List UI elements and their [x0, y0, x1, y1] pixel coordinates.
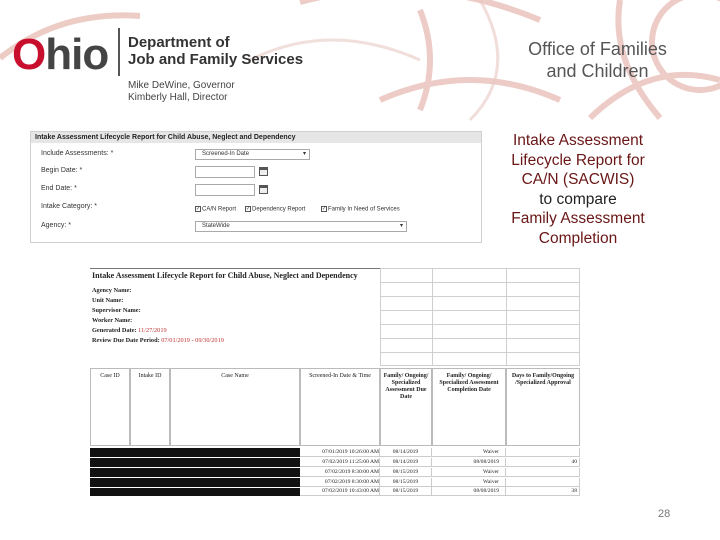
cell-due: 08/15/2019 [380, 487, 432, 496]
calendar-icon[interactable] [259, 167, 268, 176]
calendar-icon[interactable] [259, 185, 268, 194]
report-title: Intake Assessment Lifecycle Report for Child Abuse, Neglect and Dependency [92, 271, 358, 280]
begin-date-label: Begin Date: * [41, 167, 83, 174]
office-line-2: and Children [546, 61, 649, 81]
meta-agency: Agency Name: [92, 287, 132, 294]
office-line-1: Office of Families [528, 39, 667, 59]
slide-caption [488, 131, 668, 248]
meta-supervisor: Supervisor Name: [92, 307, 141, 314]
checked-icon: ✓ [322, 206, 327, 212]
cell-completion: Waiver [432, 468, 506, 477]
caption-line-5: Family Assessment [511, 210, 645, 227]
col-header-completion-date: Family/ Ongoing/ Specialized Assessment Completion Date [432, 368, 506, 446]
report-table [90, 368, 580, 496]
col-header-intake-id: Intake ID [130, 368, 170, 446]
cell-due: 08/15/2019 [380, 468, 432, 477]
cell-due: 08/14/2019 [380, 448, 432, 457]
report-output [90, 268, 582, 498]
ohio-logo: Ohio [12, 30, 109, 79]
form-title: Intake Assessment Lifecycle Report for Child Abuse, Neglect and Dependency [31, 132, 481, 143]
cell-screened: 07/02/2019 8:30:00 AM [300, 468, 380, 477]
meta-review-period: Review Due Date Period: 07/01/2019 - 09/30/2019 [92, 337, 224, 344]
cell-due: 08/15/2019 [380, 478, 432, 487]
col-header-days-to-approval: Days to Family/Ongoing /Specialized Approval [506, 368, 580, 446]
cell-screened: 07/01/2019 10:26:00 AM [300, 448, 380, 457]
redacted-row [90, 468, 300, 477]
include-select[interactable] [195, 149, 310, 160]
col-header-case-name: Case Name [170, 368, 300, 446]
agency-select-value: StateWide [202, 223, 230, 229]
redacted-row [90, 488, 300, 496]
meta-generated-date: Generated Date: 11/27/2019 [92, 327, 167, 334]
cell-due: 08/14/2019 [380, 458, 432, 467]
header-divider [118, 28, 120, 76]
office-name [510, 38, 685, 82]
cell-screened: 07/02/2019 8:30:00 AM [300, 478, 380, 487]
cell-days [506, 448, 580, 457]
cell-completion: 08/08/2019 [432, 487, 506, 496]
agency-label: Agency: * [41, 222, 71, 229]
chevron-down-icon: ▾ [399, 223, 403, 229]
cell-completion: 08/08/2019 [432, 458, 506, 467]
include-label: Include Assessments: * [41, 150, 114, 157]
page-number: 28 [658, 508, 671, 520]
chevron-down-icon: ▾ [302, 151, 306, 157]
intake-category-label: Intake Category: * [41, 203, 98, 210]
governor-name: Mike DeWine, Governor [128, 80, 235, 91]
caption-line-2: Lifecycle Report for [511, 151, 645, 169]
caption-line-6: Completion [538, 229, 618, 247]
checkbox-can-report[interactable]: ✓ CA/N Report [196, 206, 237, 213]
arc-9 [470, 0, 498, 120]
cell-days: 40 [506, 458, 580, 467]
checkbox-fins[interactable]: ✓ Family In Need of Services [322, 206, 400, 213]
redacted-row [90, 478, 300, 487]
report-gridlines [380, 268, 580, 366]
caption-line-3: CA/N (SACWIS) [521, 171, 635, 188]
dept-line-2: Job and Family Services [128, 51, 304, 68]
meta-worker: Worker Name: [92, 317, 133, 324]
cell-completion: Waiver [432, 478, 506, 487]
cell-screened: 07/02/2019 10:43:00 AM [300, 487, 380, 496]
cell-days [506, 468, 580, 477]
dept-line-1: Department of [128, 34, 230, 51]
col-header-due-date: Family/ Ongoing/ Specialized Assessment Due Date [380, 368, 432, 446]
cell-screened: 07/02/2019 11:25:00 AM [300, 458, 380, 467]
director-name: Kimberly Hall, Director [128, 92, 228, 103]
redacted-row [90, 458, 300, 467]
department-name [128, 34, 303, 68]
checked-icon: ✓ [246, 206, 251, 212]
col-header-screened-in: Screened-In Date & Time [300, 368, 380, 446]
include-select-value: Screened-In Date [202, 151, 250, 157]
begin-date-input[interactable] [195, 166, 255, 178]
agency-select[interactable] [195, 221, 407, 232]
meta-unit: Unit Name: [92, 297, 124, 304]
report-parameters-form [30, 131, 482, 243]
checked-icon: ✓ [196, 206, 201, 212]
arc-6 [420, 10, 430, 110]
cell-days: 38 [506, 487, 580, 496]
arc-3 [380, 80, 560, 100]
checkbox-dependency-report[interactable]: ✓ Dependency Report [246, 206, 306, 213]
redacted-row [90, 448, 300, 457]
cell-completion: Waiver [432, 448, 506, 457]
end-date-input[interactable] [195, 184, 255, 196]
officials [128, 80, 235, 104]
caption-line-4: to compare [539, 190, 617, 208]
col-header-case-id: Case ID [90, 368, 130, 446]
caption-line-1: Intake Assessment [512, 132, 644, 149]
end-date-label: End Date: * [41, 185, 77, 192]
cell-days [506, 478, 580, 487]
